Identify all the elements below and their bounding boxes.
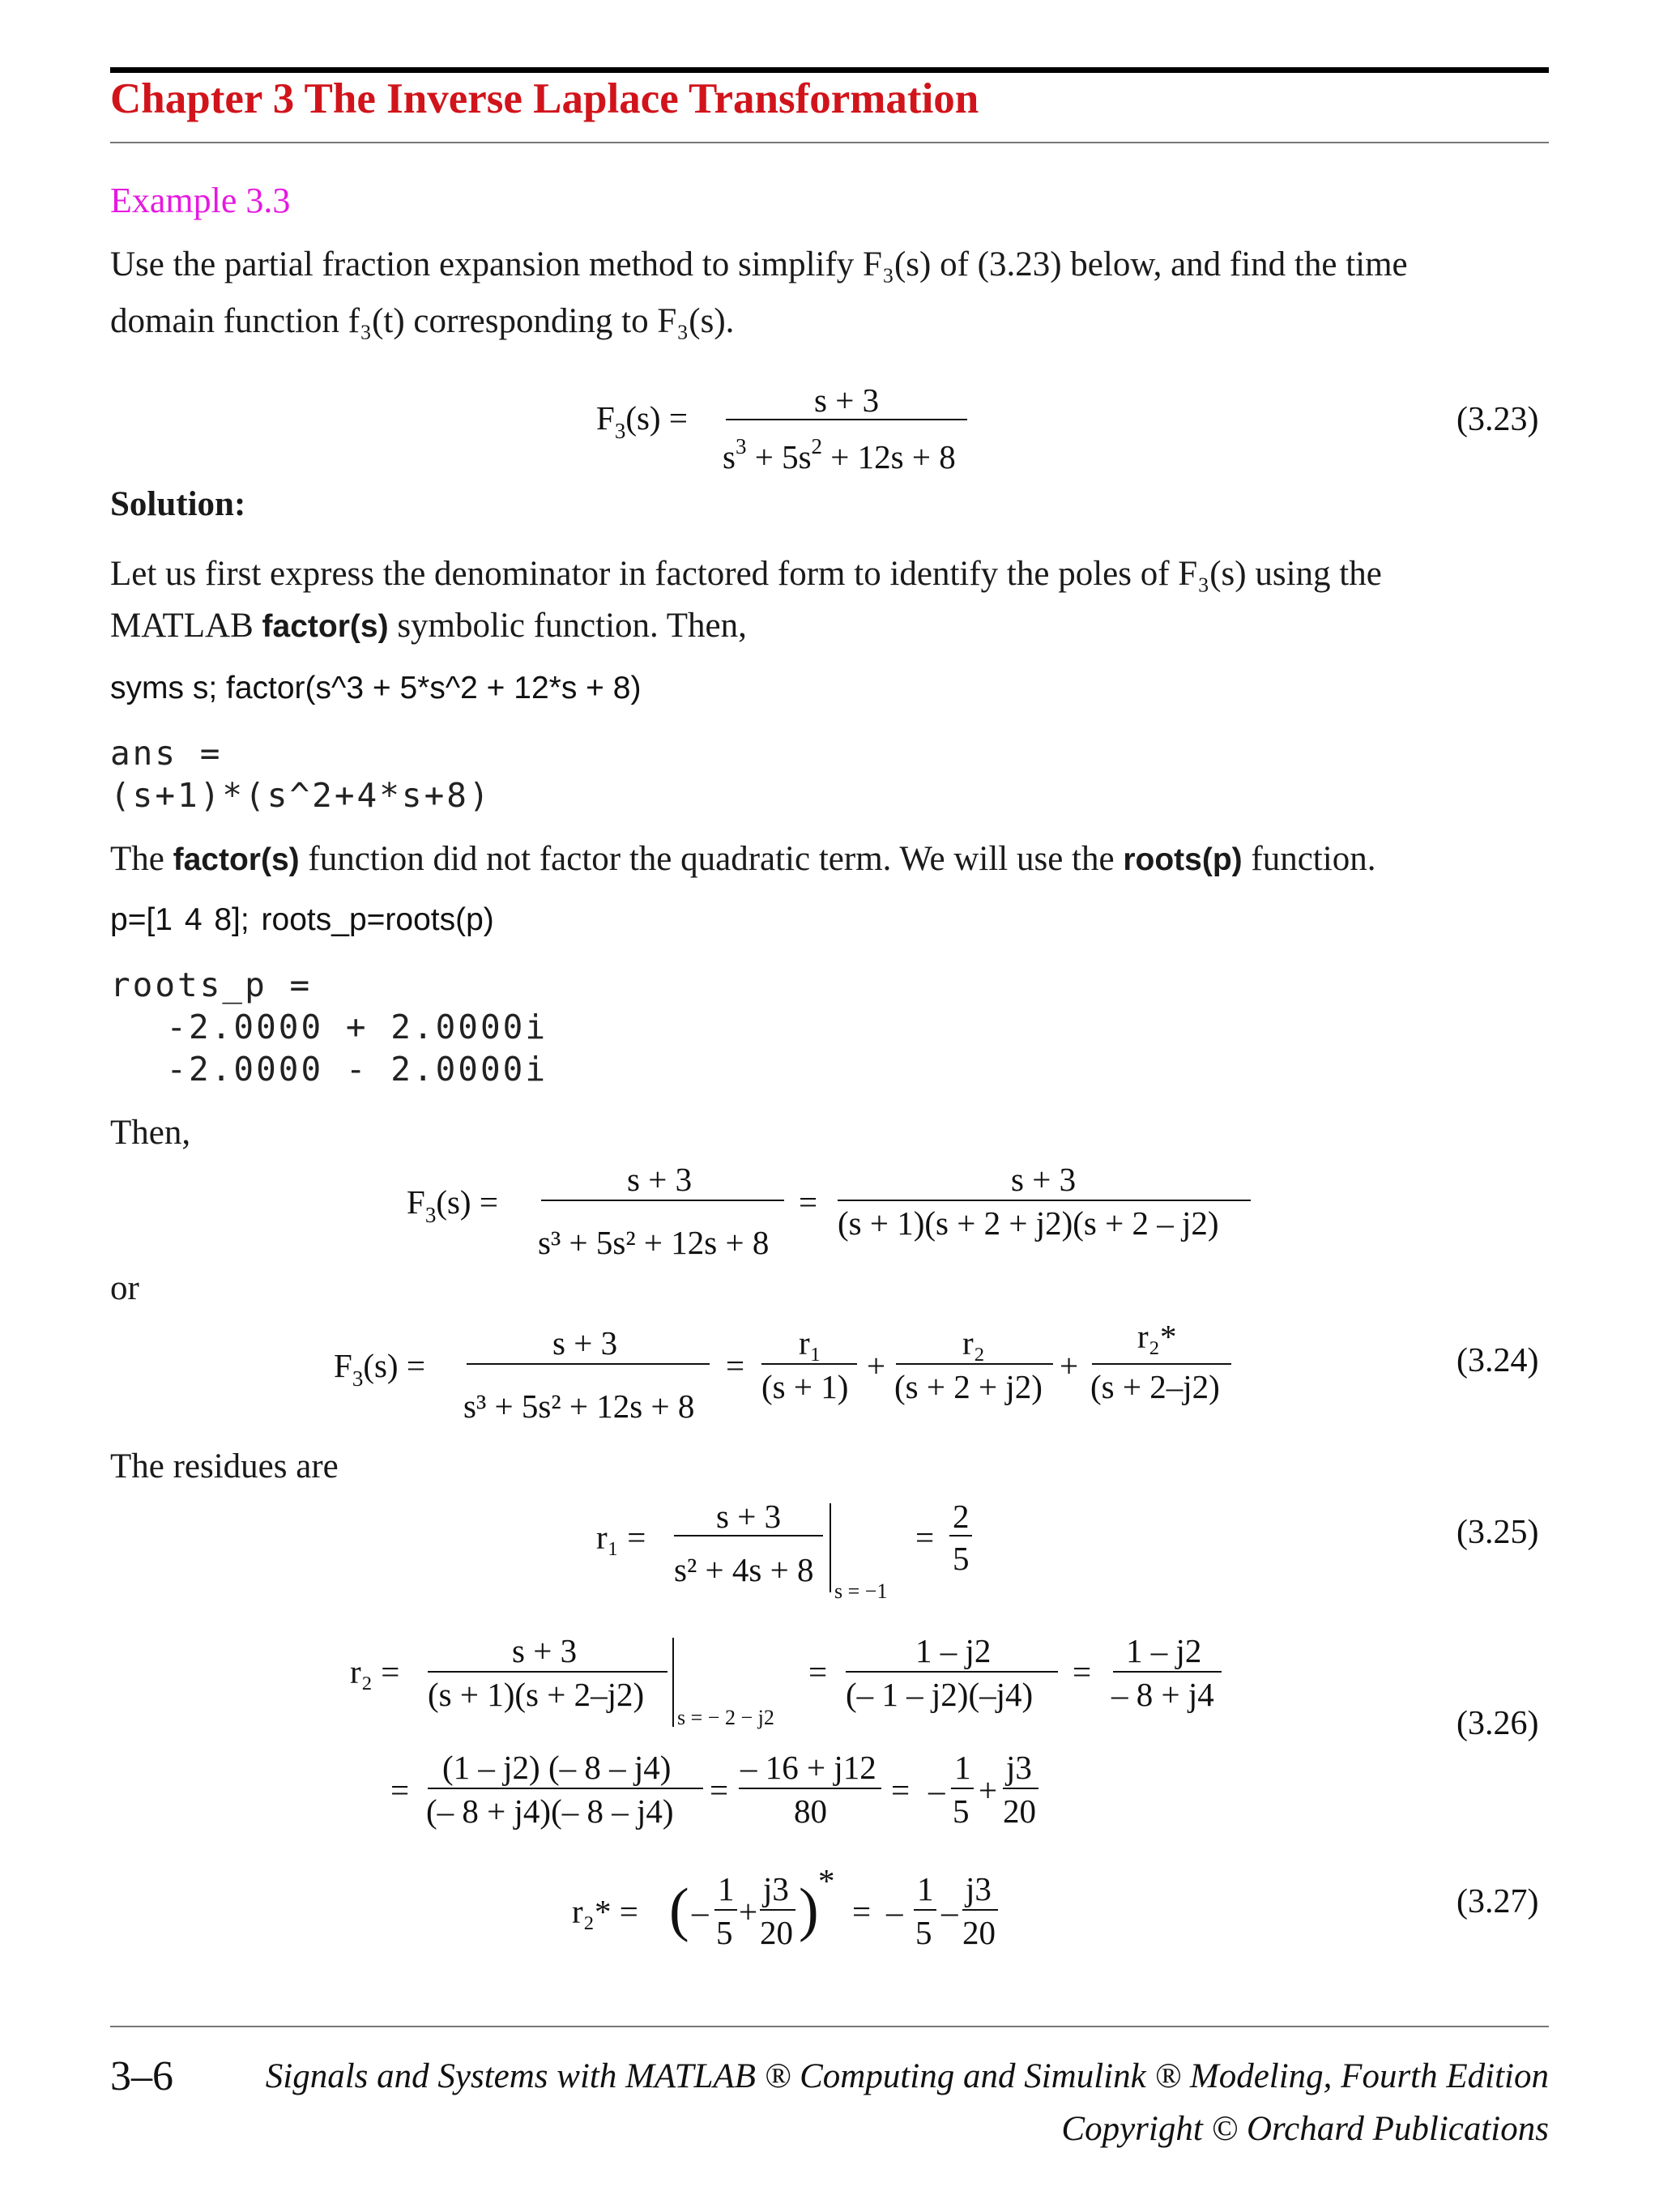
solution-paragraph-line2: MATLAB factor(s) symbolic function. Then, bbox=[110, 607, 747, 645]
matlab-output-root-2: -2.0000 - 2.0000i bbox=[122, 1050, 548, 1089]
eq323-denominator: $s^3 + 5s^2 + 12s + 8$ bbox=[723, 434, 956, 475]
eq325-number: (3.25) bbox=[1456, 1514, 1539, 1551]
solution-paragraph-line1: Let us first express the denominator in factored form to identify the poles of F₃(s) using the bbox=[110, 555, 1382, 593]
solution-paragraph-2: The factor(s) function did not factor the quadratic term. We will use the roots(p) function. bbox=[110, 840, 1376, 878]
eq326-number: (3.26) bbox=[1456, 1705, 1539, 1742]
example-label: Example 3.3 bbox=[110, 181, 291, 220]
then-fraction-bar-1 bbox=[541, 1200, 784, 1201]
solution-heading: Solution: bbox=[110, 485, 246, 523]
page-number: 3–6 bbox=[110, 2053, 173, 2099]
matlab-output-ans: ans = bbox=[110, 734, 223, 773]
eq323-number: (3.23) bbox=[1456, 401, 1539, 438]
eq323-numerator: s + 3 bbox=[814, 381, 880, 419]
example-text-line2: domain function f₃(t) corresponding to F₃(s). bbox=[110, 302, 735, 340]
then-numerator: s + 3 bbox=[627, 1161, 693, 1198]
matlab-output-root-1: -2.0000 + 2.0000i bbox=[122, 1008, 548, 1046]
matlab-command-roots: p=[1 4 8]; roots_p=roots(p) bbox=[110, 902, 494, 937]
footer-divider bbox=[110, 2026, 1549, 2027]
example-text-line1: Use the partial fraction expansion method to simplify F₃(s) of (3.23) below, and find the time bbox=[110, 245, 1408, 283]
matlab-output-factored: (s+1)*(s^2+4*s+8) bbox=[110, 776, 492, 815]
then-numerator-2: s + 3 bbox=[1011, 1161, 1077, 1198]
matlab-output-roots-label: roots_p = bbox=[110, 965, 313, 1004]
page: Chapter 3 The Inverse Laplace Transformation Example 3.3 Use the partial fraction expansion method to simplify F₃(s) of (3.23) below, and find the time domain function f₃(t) corresponding to F₃(s). $F_3(s)$ = s + 3 $s^3 + 5s^2 + 12s + 8$ (3.23) Solution: Let us first express the denominator in factored form to identify the poles of F₃(s) using the MATLAB factor(s) symbolic function. Then, syms s; factor(s^3 + 5*s^2 + 12*s + 8) ans = (s+1)*(s^2+4*s+8) The factor(s) function did not factor the quadratic term. We will use the roots(p) function. p=[1 4 8]; roots_p=roots(p) roots_p = -2.0000 + 2.0000i -2.0000 - 2.0000i Then, $F_3(s)$ = s + 3 s³ + 5s² + 12s + 8 = s + 3 (s + 1)(s + 2 + j2)(s + 2 – j2) or $F_3(s)$ = s + 3 s³ + 5s² + 12s + 8 = r₁ (s + 1) + r₂ (s + 2 + j2) + r₂* (s + 2–j2) (3.24) The residues are r₁ = s + 3 s² + 4s + 8 s = −1 = 2 5 (3.25) r₂ = s + 3 (s + 1)(s + 2–j2) s = − 2 − j2 = 1 – j2 (– 1 – j2)(–j4) = 1 – j2 – 8 + j4 = (1 – j2) (– 8 – j4) (– 8 + j4)(– 8 – j4) = – 16 + j12 80 = – 1 5 + j3 20 (3.26) r₂* = ( – 1 5 + j3 20 ) * = – 1 5 – j3 20 (3.27) 3–6 Signals and Systems with MATLAB ® Computing and Simulink ® Modeling, Fourth Edition Copyright © Orchard Publications bbox=[0, 0, 1659, 2212]
header-rule bbox=[110, 67, 1549, 73]
book-title: Signals and Systems with MATLAB ® Computing and Simulink ® Modeling, Fourth Edition bbox=[265, 2057, 1549, 2095]
or-text: or bbox=[110, 1269, 139, 1307]
matlab-command-factor: syms s; factor(s^3 + 5*s^2 + 12*s + 8) bbox=[110, 671, 642, 705]
chapter-title: Chapter 3 The Inverse Laplace Transformation bbox=[110, 75, 979, 122]
then-fraction-bar-2 bbox=[838, 1200, 1251, 1201]
eq323-fraction-bar bbox=[726, 419, 967, 420]
copyright: Copyright © Orchard Publications bbox=[1061, 2110, 1549, 2148]
eq324-number: (3.24) bbox=[1456, 1342, 1539, 1379]
header-divider bbox=[110, 142, 1549, 143]
eq323-lhs-arg: (s) = bbox=[625, 399, 688, 437]
eq323-lhs: F bbox=[596, 399, 615, 437]
eq327-number: (3.27) bbox=[1456, 1883, 1539, 1920]
eq323-lhs-sub: 3 bbox=[614, 419, 626, 443]
factor-function-ref: factor(s) bbox=[262, 609, 389, 644]
then-denominator: s³ + 5s² + 12s + 8 bbox=[538, 1224, 770, 1261]
residues-text: The residues are bbox=[110, 1447, 339, 1485]
then-text: Then, bbox=[110, 1114, 191, 1152]
then-denominator-2: (s + 1)(s + 2 + j2)(s + 2 – j2) bbox=[838, 1204, 1219, 1242]
